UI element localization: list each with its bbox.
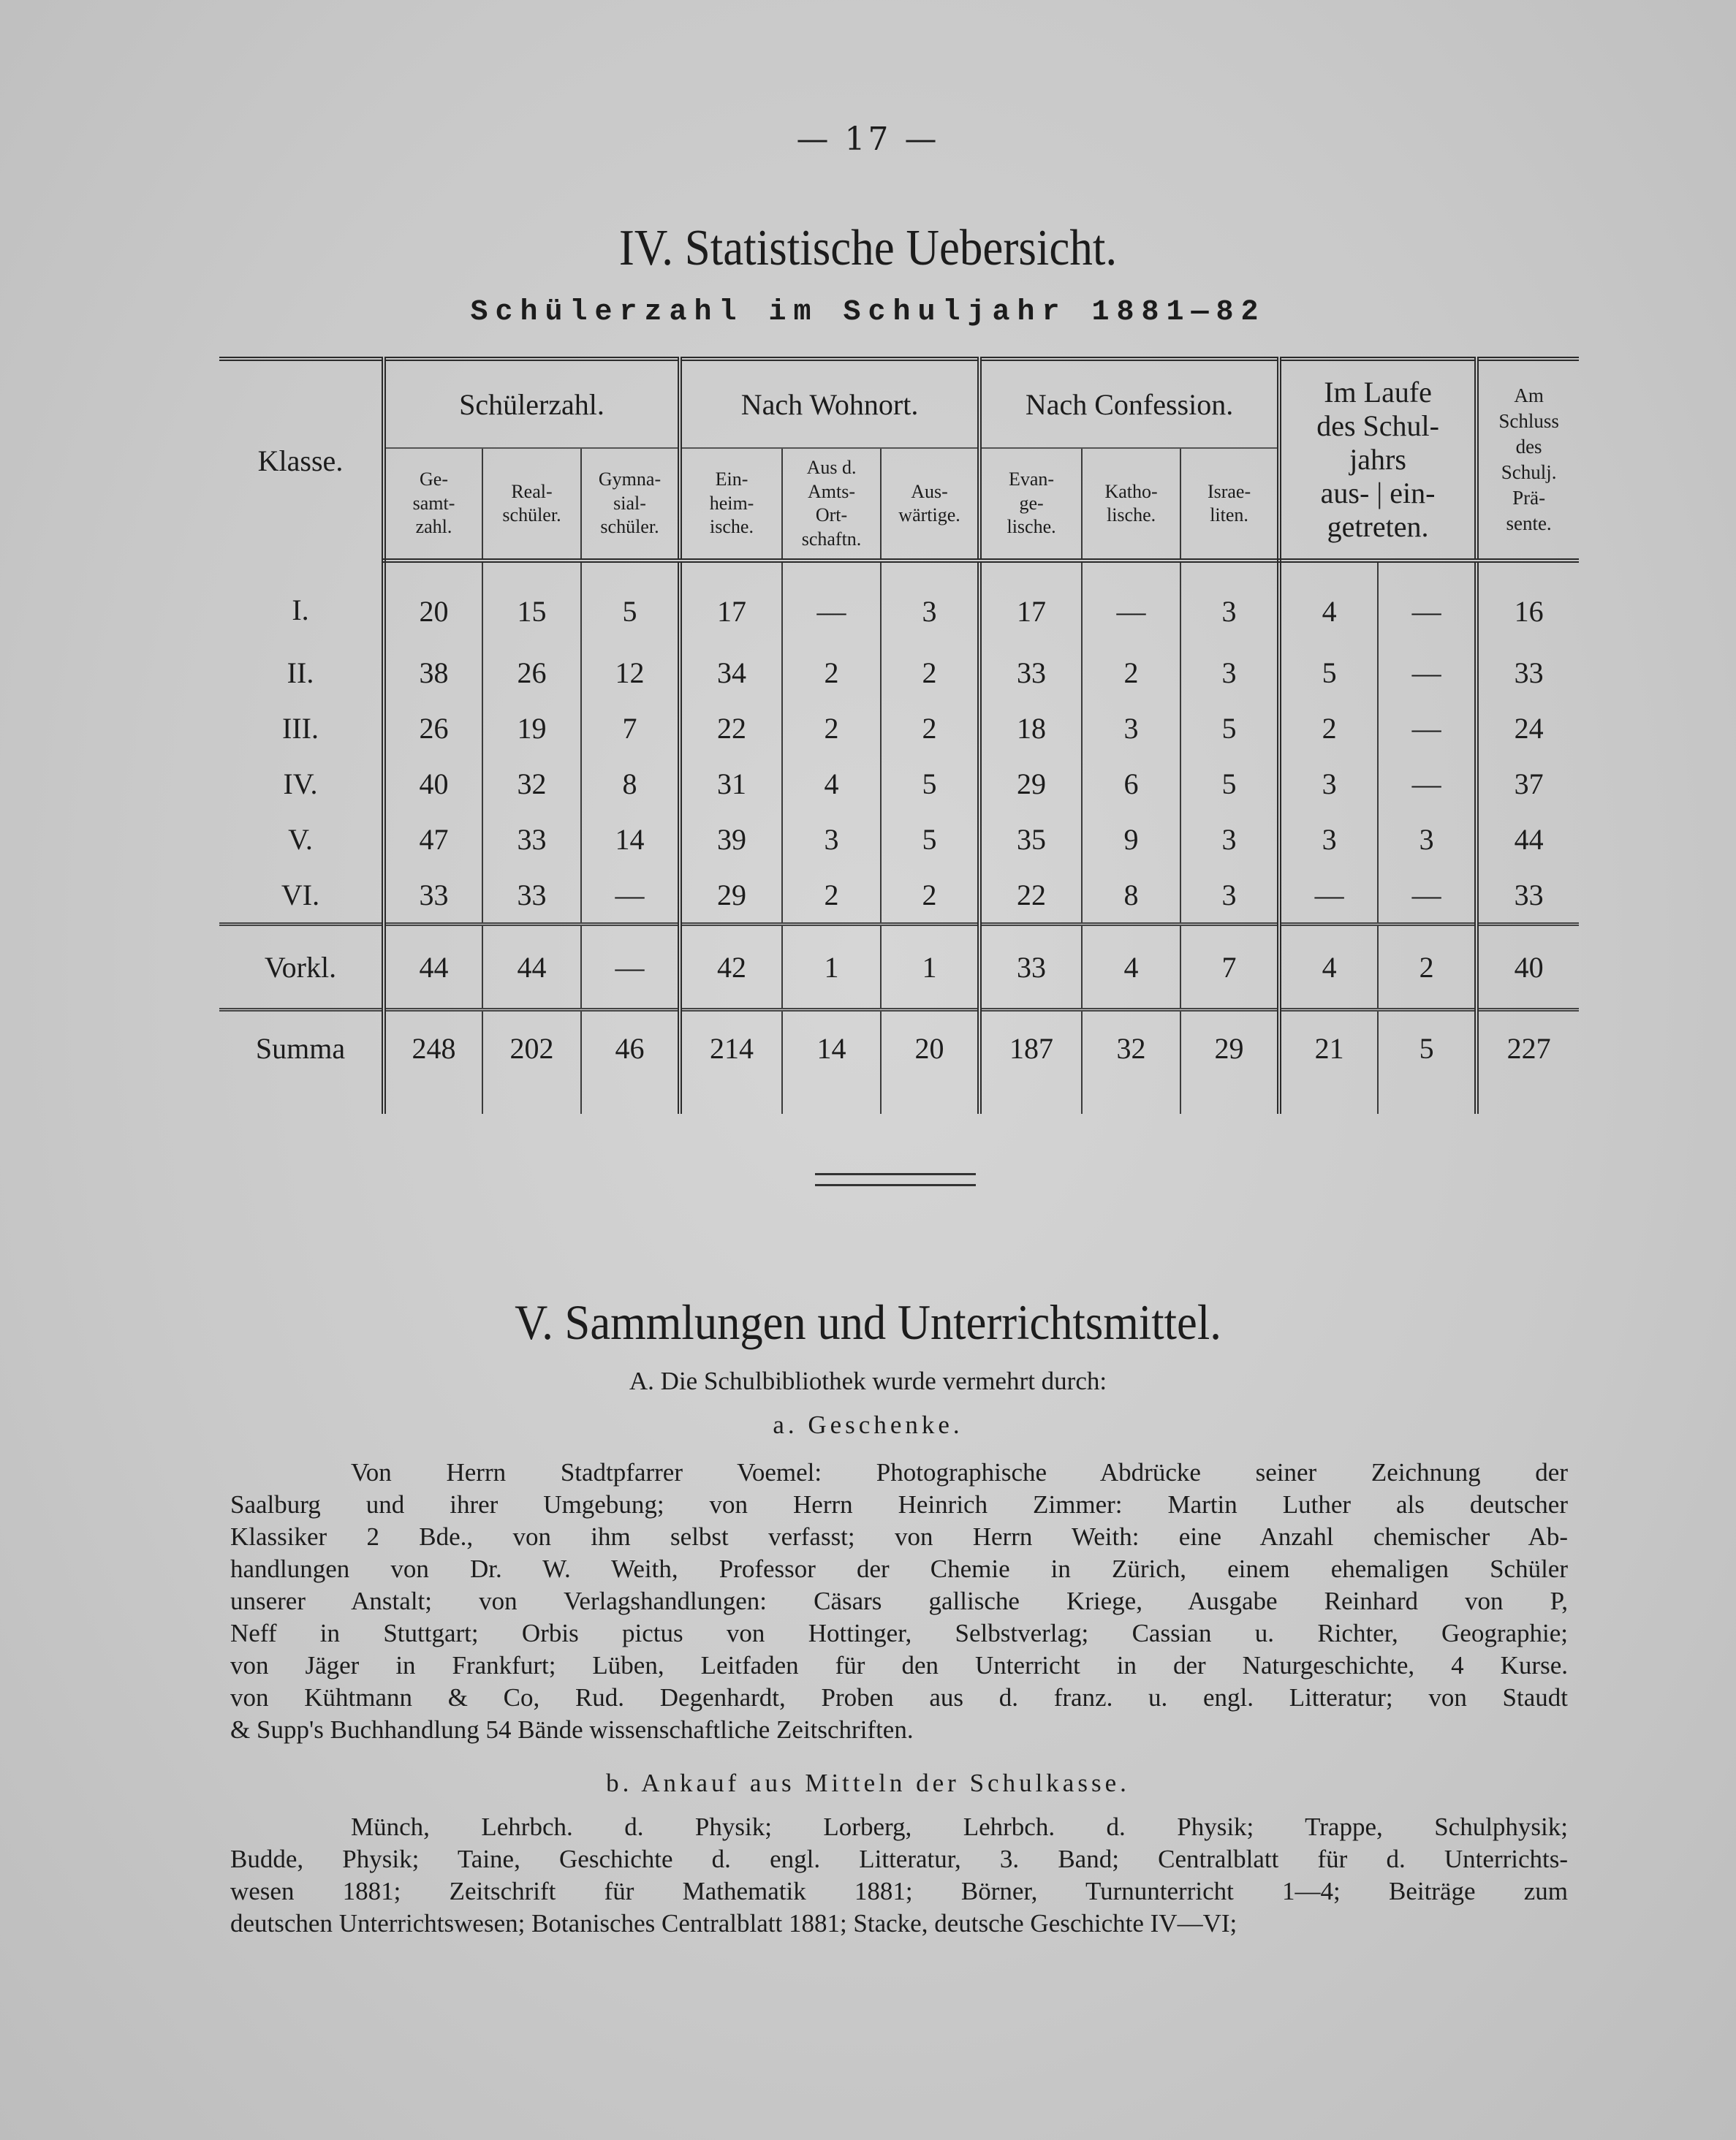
cell-value: 42 bbox=[680, 925, 782, 1010]
cell-value: 227 bbox=[1477, 1010, 1579, 1085]
cell-value: — bbox=[1378, 867, 1477, 925]
text-line: Klassiker 2 Bde., von ihm selbst verfasst; von Herrn Weith: eine Anzahl chemischer Ab- bbox=[230, 1522, 1568, 1551]
table-row bbox=[219, 700, 1579, 756]
cell-value: 2 bbox=[881, 867, 979, 925]
cell-value: 2 bbox=[881, 645, 979, 700]
cell-value: 2 bbox=[782, 867, 881, 925]
cell-value: 7 bbox=[1180, 925, 1279, 1010]
cell-value: 33 bbox=[979, 645, 1082, 700]
table-row bbox=[219, 867, 1579, 925]
cell-value: — bbox=[1378, 645, 1477, 700]
cell-value: 2 bbox=[782, 700, 881, 756]
cell-value: 214 bbox=[680, 1010, 782, 1085]
cell-value: 33 bbox=[1477, 867, 1579, 925]
cell-value: 18 bbox=[979, 700, 1082, 756]
cell-value: 44 bbox=[1477, 811, 1579, 867]
cell-value: 29 bbox=[979, 756, 1082, 811]
cell-klasse: VI. bbox=[281, 878, 320, 911]
cell-value: 3 bbox=[1378, 811, 1477, 867]
cell-value: 9 bbox=[1082, 811, 1180, 867]
heading-schulbibliothek: A. Die Schulbibliothek wurde vermehrt durch: bbox=[629, 1367, 1107, 1395]
header-nach-confession: Nach Confession. bbox=[979, 359, 1279, 448]
cell-value: 31 bbox=[680, 756, 782, 811]
header-katholische: Katho- lische. bbox=[1082, 448, 1180, 561]
cell-value: 1 bbox=[881, 925, 979, 1010]
cell-value: 19 bbox=[482, 700, 581, 756]
cell-value: 2 bbox=[1279, 700, 1378, 756]
cell-value: 5 bbox=[1378, 1010, 1477, 1085]
header-evangelische: Evan- ge- lische. bbox=[979, 448, 1082, 561]
cell-value: 32 bbox=[482, 756, 581, 811]
cell-value: 22 bbox=[680, 700, 782, 756]
cell-value: 4 bbox=[1279, 561, 1378, 645]
table-tail bbox=[219, 1085, 1579, 1114]
section-v-title: V. Sammlungen und Unterrichtsmittel. bbox=[515, 1294, 1221, 1350]
cell-klasse: I. bbox=[292, 593, 309, 626]
cell-value: 33 bbox=[384, 867, 482, 925]
cell-value: 35 bbox=[979, 811, 1082, 867]
cell-value: 3 bbox=[1180, 811, 1279, 867]
cell-value: 44 bbox=[482, 925, 581, 1010]
table-body bbox=[219, 561, 1579, 1114]
cell-value: 34 bbox=[680, 645, 782, 700]
cell-value: 3 bbox=[1180, 645, 1279, 700]
cell-value: 3 bbox=[1180, 867, 1279, 925]
heading-ankauf: b. Ankauf aus Mitteln der Schulkasse. bbox=[606, 1769, 1130, 1797]
cell-value: 17 bbox=[979, 561, 1082, 645]
table-row bbox=[219, 645, 1579, 700]
statistics-table bbox=[219, 357, 1579, 1114]
text-line: Saalburg und ihrer Umgebung; von Herrn Heinrich Zimmer: Martin Luther als deutscher bbox=[230, 1490, 1568, 1519]
header-im-laufe: Im Laufe des Schul- jahrs aus- | ein- getreten. bbox=[1279, 359, 1477, 561]
cell-value: 4 bbox=[782, 756, 881, 811]
cell-value: 3 bbox=[881, 561, 979, 645]
cell-value: 187 bbox=[979, 1010, 1082, 1085]
table-row bbox=[219, 561, 1579, 645]
cell-value: — bbox=[1378, 700, 1477, 756]
text-line: wesen 1881; Zeitschrift für Mathematik 1881; Börner, Turnunterricht 1—4; Beiträge zum bbox=[230, 1877, 1568, 1905]
cell-value: 2 bbox=[1378, 925, 1477, 1010]
section-divider bbox=[815, 1173, 976, 1186]
cell-value: 38 bbox=[384, 645, 482, 700]
cell-value: 14 bbox=[581, 811, 680, 867]
section-iv-title: IV. Statistische Uebersicht. bbox=[618, 220, 1118, 276]
cell-value: 17 bbox=[680, 561, 782, 645]
cell-klasse: Summa bbox=[255, 1031, 346, 1065]
text-line: Von Herrn Stadtpfarrer Voemel: Photographische Abdrücke seiner Zeichnung der bbox=[351, 1458, 1568, 1487]
cell-value: — bbox=[1378, 756, 1477, 811]
text-line: Neff in Stuttgart; Orbis pictus von Hottinger, Selbstverlag; Cassian u. Richter, Geographie; bbox=[230, 1619, 1568, 1647]
header-am-schluss: Am Schluss des Schulj. Prä- sente. bbox=[1477, 359, 1579, 561]
cell-value: 40 bbox=[384, 756, 482, 811]
cell-value: 202 bbox=[482, 1010, 581, 1085]
cell-value: 6 bbox=[1082, 756, 1180, 811]
cell-value: — bbox=[1378, 561, 1477, 645]
cell-value: 2 bbox=[1082, 645, 1180, 700]
table-row bbox=[219, 925, 1579, 1010]
cell-klasse: Vorkl. bbox=[219, 925, 384, 1010]
cell-value: 5 bbox=[881, 811, 979, 867]
cell-value: 33 bbox=[1477, 645, 1579, 700]
cell-value: 5 bbox=[881, 756, 979, 811]
table-subtitle: Schülerzahl im Schuljahr 1881—82 bbox=[470, 296, 1266, 329]
header-gymnasialschueler: Gymna- sial- schüler. bbox=[581, 448, 680, 561]
header-gesamtzahl: Ge- samt- zahl. bbox=[384, 448, 482, 561]
cell-value: 47 bbox=[384, 811, 482, 867]
cell-value: 15 bbox=[482, 561, 581, 645]
cell-value: 5 bbox=[581, 561, 680, 645]
cell-value: — bbox=[782, 561, 881, 645]
heading-geschenke: a. Geschenke. bbox=[773, 1411, 963, 1439]
cell-klasse: IV. bbox=[283, 767, 318, 800]
cell-value: 3 bbox=[782, 811, 881, 867]
cell-value: 40 bbox=[1477, 925, 1579, 1010]
text-line: Budde, Physik; Taine, Geschichte d. engl. Litteratur, 3. Band; Centralblatt für d. Unterrichts- bbox=[230, 1845, 1568, 1873]
cell-value: 26 bbox=[482, 645, 581, 700]
cell-value: 3 bbox=[1279, 756, 1378, 811]
table-row bbox=[219, 756, 1579, 811]
cell-value: 8 bbox=[581, 756, 680, 811]
text-line: handlungen von Dr. W. Weith, Professor der Chemie in Zürich, einem ehemaligen Schüler bbox=[230, 1555, 1568, 1583]
header-klasse: Klasse. bbox=[257, 444, 344, 477]
text-line: von Jäger in Frankfurt; Lüben, Leitfaden für den Unterricht in der Naturgeschichte, 4 Kurse. bbox=[230, 1651, 1568, 1680]
header-israeliten: Israe- liten. bbox=[1180, 448, 1279, 561]
cell-value: 2 bbox=[881, 700, 979, 756]
cell-value: 33 bbox=[482, 811, 581, 867]
cell-value: 248 bbox=[384, 1010, 482, 1085]
cell-value: 3 bbox=[1279, 811, 1378, 867]
cell-value: 24 bbox=[1477, 700, 1579, 756]
text-line: von Kühtmann & Co, Rud. Degenhardt, Proben aus d. franz. u. engl. Litteratur; von Staudt bbox=[230, 1683, 1568, 1712]
header-nach-wohnort: Nach Wohnort. bbox=[680, 359, 979, 448]
cell-value: 20 bbox=[384, 561, 482, 645]
header-einheimische: Ein- heim- ische. bbox=[680, 448, 782, 561]
cell-value: 2 bbox=[782, 645, 881, 700]
cell-value: 8 bbox=[1082, 867, 1180, 925]
cell-value: 5 bbox=[1180, 700, 1279, 756]
cell-value: 5 bbox=[1279, 645, 1378, 700]
table-row bbox=[219, 811, 1579, 867]
cell-value: 26 bbox=[384, 700, 482, 756]
text-line: & Supp's Buchhandlung 54 Bände wissenschaftliche Zeitschriften. bbox=[230, 1715, 914, 1744]
text-line: unserer Anstalt; von Verlagshandlungen: Cäsars gallische Kriege, Ausgabe Reinhard von P, bbox=[230, 1587, 1568, 1615]
cell-value: 14 bbox=[782, 1010, 881, 1085]
cell-value: 44 bbox=[384, 925, 482, 1010]
cell-value: 21 bbox=[1279, 1010, 1378, 1085]
cell-value: 3 bbox=[1180, 561, 1279, 645]
cell-klasse: II. bbox=[287, 656, 314, 689]
page-number: — 17 — bbox=[796, 121, 940, 158]
cell-value: 46 bbox=[581, 1010, 680, 1085]
cell-klasse: V. bbox=[288, 822, 313, 856]
cell-value: 4 bbox=[1279, 925, 1378, 1010]
cell-value: 12 bbox=[581, 645, 680, 700]
cell-value: — bbox=[1082, 561, 1180, 645]
cell-value: 7 bbox=[581, 700, 680, 756]
cell-value: 29 bbox=[680, 867, 782, 925]
cell-value: 20 bbox=[881, 1010, 979, 1085]
cell-value: 3 bbox=[1082, 700, 1180, 756]
cell-value: 4 bbox=[1082, 925, 1180, 1010]
header-schuelerzahl: Schülerzahl. bbox=[384, 359, 680, 448]
header-auswaertige: Aus- wärtige. bbox=[881, 448, 979, 561]
cell-value: 29 bbox=[1180, 1010, 1279, 1085]
header-realschueler: Real- schüler. bbox=[482, 448, 581, 561]
cell-value: — bbox=[581, 867, 680, 925]
header-amtsortschaften: Aus d. Amts- Ort- schaftn. bbox=[782, 448, 881, 561]
cell-value: 33 bbox=[482, 867, 581, 925]
cell-klasse: III. bbox=[282, 711, 319, 745]
cell-value: 37 bbox=[1477, 756, 1579, 811]
cell-value: 33 bbox=[979, 925, 1082, 1010]
text-line: Münch, Lehrbch. d. Physik; Lorberg, Lehrbch. d. Physik; Trappe, Schulphysik; bbox=[351, 1813, 1568, 1841]
cell-value: — bbox=[1279, 867, 1378, 925]
text-line: deutschen Unterrichtswesen; Botanisches Centralblatt 1881; Stacke, deutsche Geschichte IV—VI; bbox=[230, 1909, 1237, 1938]
cell-value: 39 bbox=[680, 811, 782, 867]
cell-value: 32 bbox=[1082, 1010, 1180, 1085]
cell-value: 5 bbox=[1180, 756, 1279, 811]
table-row bbox=[219, 1010, 1579, 1085]
cell-value: 1 bbox=[782, 925, 881, 1010]
cell-value: 22 bbox=[979, 867, 1082, 925]
cell-value: — bbox=[581, 925, 680, 1010]
cell-value: 16 bbox=[1477, 561, 1579, 645]
